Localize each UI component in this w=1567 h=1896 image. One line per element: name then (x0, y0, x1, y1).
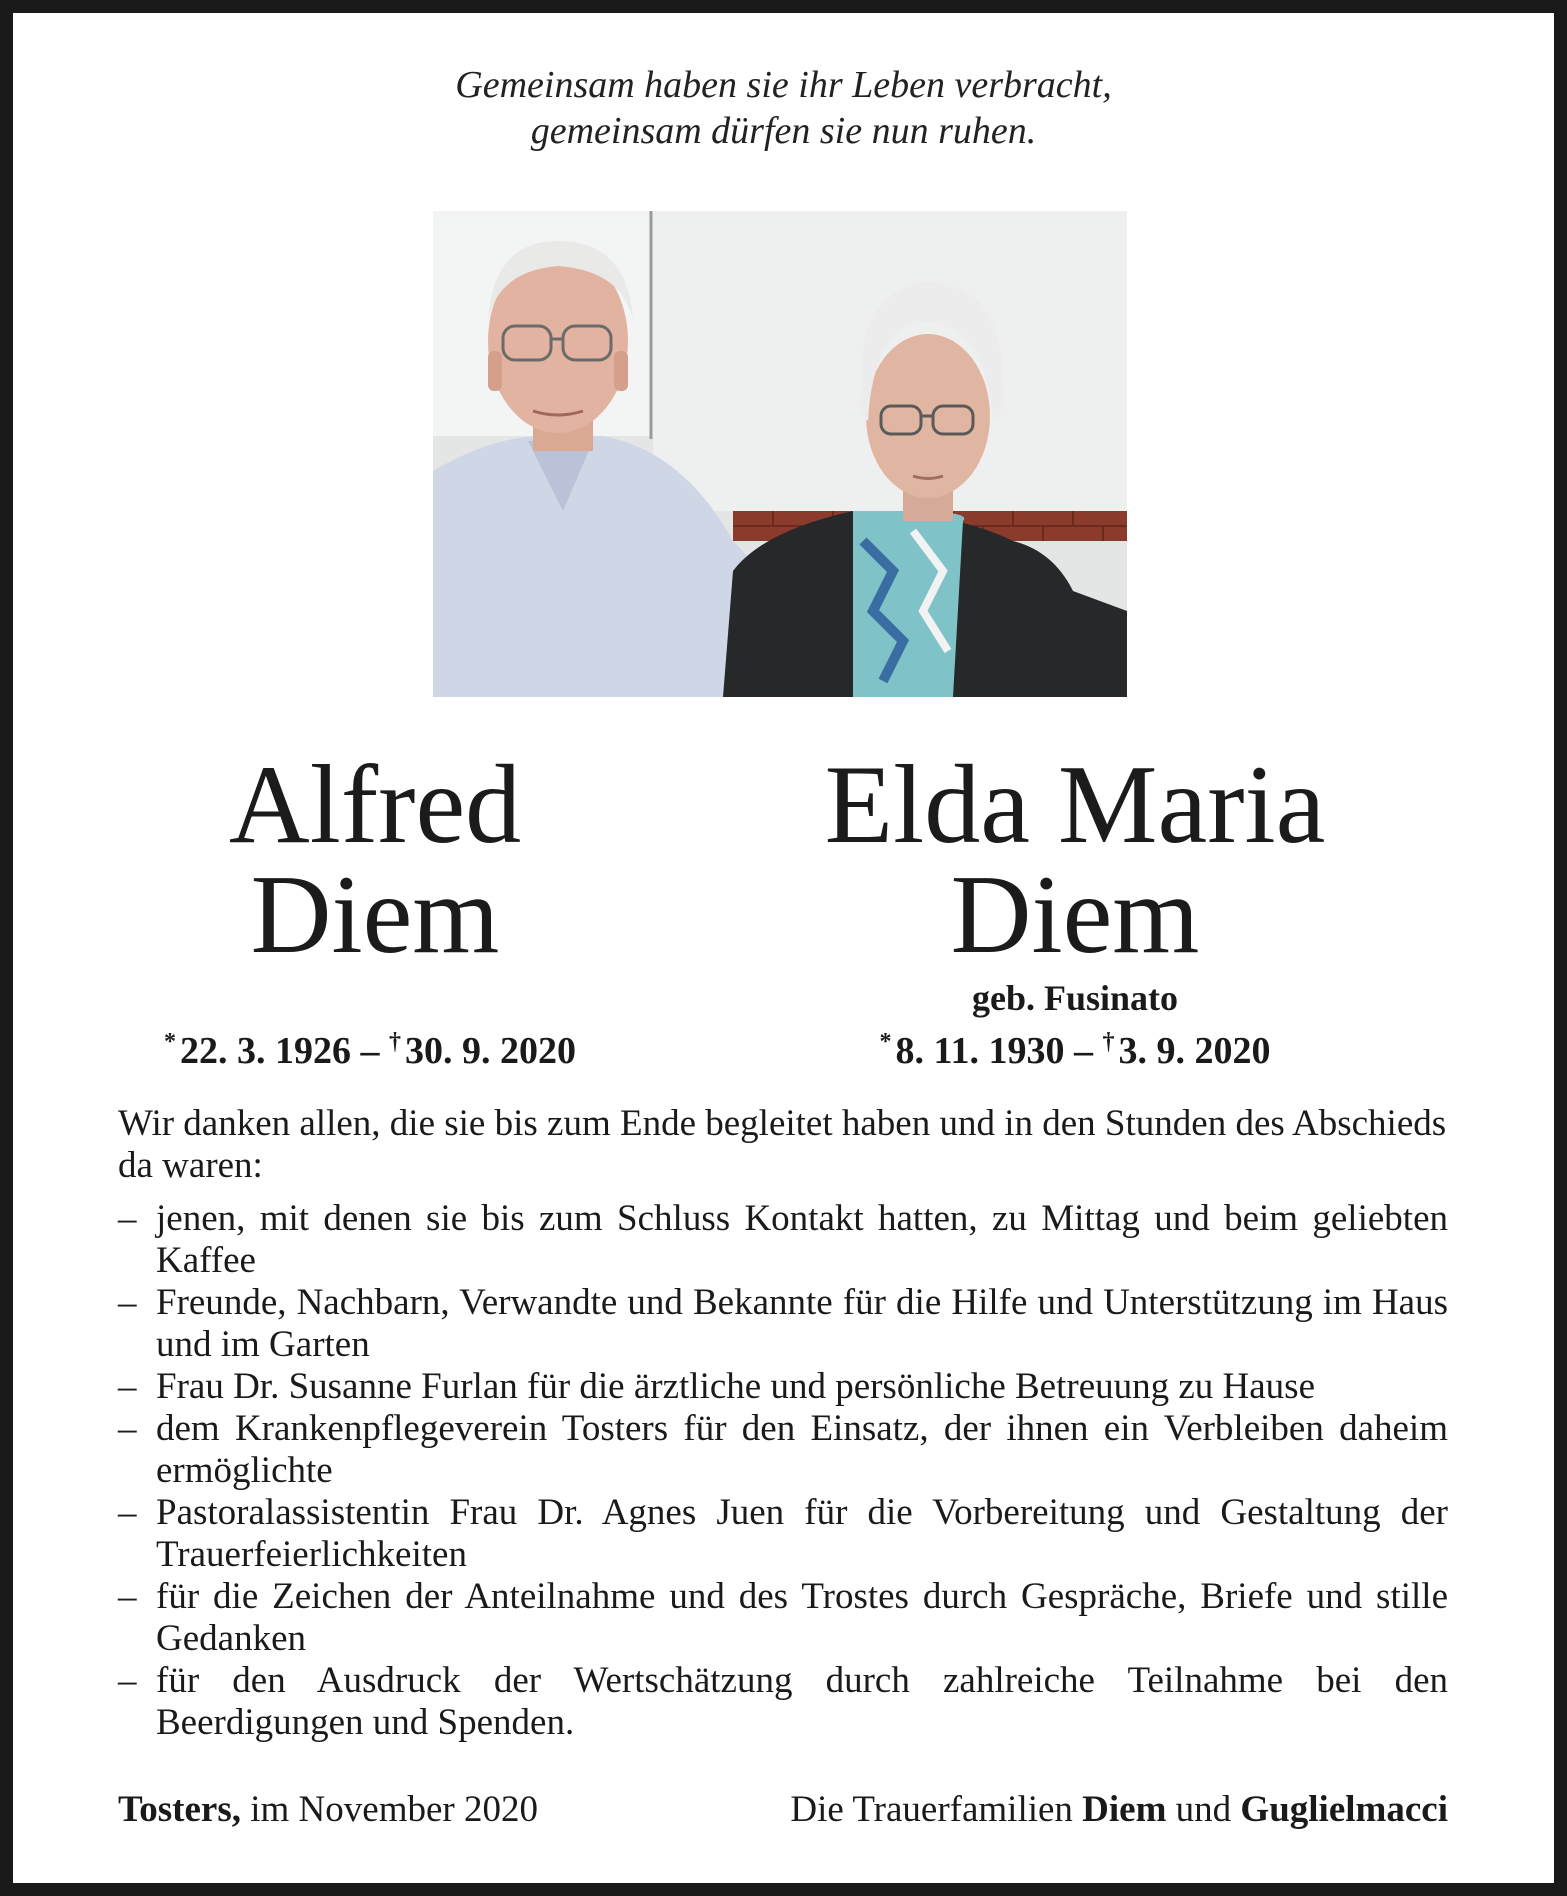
list-item-text: Freunde, Nachbarn, Verwandte und Bekannte für die Hilfe und Unterstützung im Haus und im Garten (156, 1282, 1448, 1365)
death-symbol: † (1102, 1029, 1115, 1055)
alfred-name (170, 743, 580, 977)
list-item (118, 1366, 1448, 1408)
footer-place-date (118, 1788, 538, 1832)
motto-line-1: Gemeinsam haben sie ihr Leben verbracht, (455, 64, 1112, 106)
motto (0, 62, 1567, 154)
list-item-text: Frau Dr. Susanne Furlan für die ärztliche und persönliche Betreuung zu Hause (156, 1366, 1315, 1407)
list-item (118, 1282, 1448, 1366)
list-dash: – (118, 1198, 137, 1239)
elda-dates (825, 1020, 1325, 1073)
motto-line-2: gemeinsam dürfen sie nun ruhen. (530, 110, 1037, 152)
date-separator: – (360, 1030, 380, 1072)
list-item-text: Pastoralassistentin Frau Dr. Agnes Juen für die Vorbereitung und Gestaltung der Trauerfeierlichkeiten (156, 1492, 1448, 1575)
couple-photo-illustration (433, 211, 1127, 697)
list-item-text: für die Zeichen der Anteilnahme und des Trostes durch Gespräche, Briefe und stille Gedanken (156, 1576, 1448, 1659)
elda-last-name: Diem (950, 853, 1200, 977)
list-item (118, 1576, 1448, 1660)
elda-first-name: Elda Maria (824, 743, 1326, 867)
footer-date: im November 2020 (250, 1789, 538, 1830)
list-item-text: dem Krankenpflegeverein Tosters für den Einsatz, der ihnen ein Verbleiben daheim ermöglichte (156, 1408, 1448, 1491)
list-item (118, 1492, 1448, 1576)
elda-name (775, 743, 1375, 977)
footer-conjunction: und (1175, 1789, 1232, 1830)
birth-symbol: * (164, 1029, 176, 1055)
thanks-intro: Wir danken allen, die sie bis zum Ende begleitet haben und in den Stunden des Abschieds da waren: (118, 1103, 1447, 1186)
footer (118, 1788, 1448, 1832)
birth-symbol: * (879, 1029, 892, 1055)
list-dash: – (118, 1366, 137, 1407)
alfred-last-name: Diem (250, 853, 500, 977)
thanks-list (118, 1198, 1448, 1744)
footer-place: Tosters, (118, 1789, 241, 1830)
list-item (118, 1198, 1448, 1282)
alfred-death-date: 30. 9. 2020 (405, 1030, 576, 1072)
couple-photo (433, 211, 1127, 697)
list-dash: – (118, 1576, 137, 1617)
alfred-birth-date: 22. 3. 1926 (180, 1030, 351, 1072)
footer-family-2: Guglielmacci (1240, 1789, 1448, 1830)
date-separator: – (1073, 1030, 1093, 1072)
list-dash: – (118, 1492, 137, 1533)
elda-death-date: 3. 9. 2020 (1118, 1030, 1271, 1072)
death-symbol: † (389, 1029, 401, 1055)
list-dash: – (118, 1408, 137, 1449)
list-dash: – (118, 1660, 137, 1701)
list-dash: – (118, 1282, 137, 1323)
footer-families (790, 1788, 1448, 1832)
alfred-dates (110, 1020, 630, 1073)
elda-maiden-name: geb. Fusinato (971, 978, 1179, 1018)
footer-family-1: Diem (1082, 1789, 1167, 1830)
list-item-text: für den Ausdruck der Wertschätzung durch zahlreiche Teilnahme bei den Beerdigungen und Spenden. (156, 1660, 1448, 1743)
elda-birth-date: 8. 11. 1930 (895, 1030, 1065, 1072)
footer-families-prefix: Die Trauerfamilien (790, 1789, 1073, 1830)
list-item-text: jenen, mit denen sie bis zum Schluss Kontakt hatten, zu Mittag und beim geliebten Kaffee (156, 1198, 1448, 1281)
list-item (118, 1660, 1448, 1744)
alfred-first-name: Alfred (228, 743, 522, 867)
list-item (118, 1408, 1448, 1492)
